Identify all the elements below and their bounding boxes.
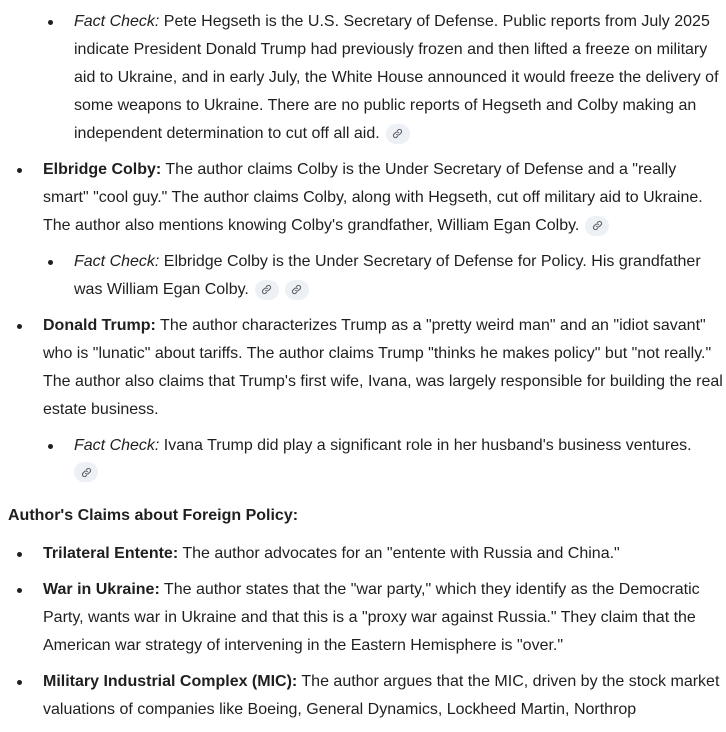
- fact-check-item: [43, 248, 726, 304]
- fact-check-text: Ivana Trump did play a significant role in her husband's business ventures.: [159, 437, 692, 454]
- claim-term: Military Industrial Complex (MIC):: [43, 673, 298, 690]
- claim-item: [0, 540, 726, 568]
- person-text: The author claims Colby is the Under Secretary of Defense and a "really smart" "cool guy." The author claims Colby, along with Hegseth, cut off military aid to Ukraine. The author also mentions knowing Colby's grandfather, William Egan Colby.: [43, 161, 703, 234]
- claim-item: [0, 668, 726, 724]
- fact-check-label: Fact Check:: [74, 437, 160, 454]
- fact-check-text: Pete Hegseth is the U.S. Secretary of Defense. Public reports from July 2025 indicate President Donald Trump had previously frozen and then lifted a freeze on military aid to Ukraine, and in early July, the White House announced it would freeze the delivery of some weapons to Ukraine. There are no public reports of Hegseth and Colby making an independent determination to cut off all aid.: [74, 13, 719, 142]
- fact-check-list: [43, 432, 726, 482]
- source-link-chip[interactable]: [74, 462, 98, 482]
- source-link-chip[interactable]: [386, 124, 410, 144]
- source-link-chip[interactable]: [255, 280, 279, 300]
- people-list: [0, 156, 726, 482]
- person-term: Elbridge Colby:: [43, 161, 162, 178]
- fact-check-text: Elbridge Colby is the Under Secretary of Defense for Policy. His grandfather was William Egan Colby.: [74, 253, 701, 298]
- foreign-policy-list: [0, 540, 726, 724]
- claim-text: The author advocates for an "entente with Russia and China.": [178, 545, 620, 562]
- fact-check-item: [43, 432, 726, 482]
- section-heading: Author's Claims about Foreign Policy:: [8, 507, 299, 524]
- fact-check-item: [43, 8, 726, 148]
- fact-check-label: Fact Check:: [74, 13, 160, 30]
- source-link-chip[interactable]: [285, 280, 309, 300]
- fact-check-label: Fact Check:: [74, 253, 160, 270]
- claim-text: The author argues that the MIC, driven by the stock market valuations of companies like Boeing, General Dynamics, Lockheed Martin, Northrop: [43, 673, 720, 718]
- person-item-colby: [0, 156, 726, 304]
- claim-term: Trilateral Entente:: [43, 545, 179, 562]
- fact-check-list: [43, 248, 726, 304]
- claim-item: [0, 576, 726, 660]
- claim-text: The author states that the "war party," which they identify as the Democratic Party, wants war in Ukraine and that this is a "proxy war against Russia." They claim that the American war strategy of intervening in the Eastern Hemisphere is "over.": [43, 581, 700, 654]
- link-icon: [592, 220, 603, 231]
- link-icon: [392, 128, 403, 139]
- person-text: The author characterizes Trump as a "pretty weird man" and an "idiot savant" who is "lunatic" about tariffs. The author claims Trump "thinks he makes policy" but "not really." The author also claims that Trump's first wife, Ivana, was largely responsible for building the real estate business.: [43, 317, 723, 418]
- person-item-trump: [0, 312, 726, 482]
- fact-check-list: [0, 8, 726, 148]
- link-icon: [261, 284, 272, 295]
- claim-term: War in Ukraine:: [43, 581, 160, 598]
- link-icon: [81, 467, 92, 478]
- response-content: [0, 8, 726, 732]
- person-term: Donald Trump:: [43, 317, 156, 334]
- link-icon: [291, 284, 302, 295]
- source-link-chip[interactable]: [585, 216, 609, 236]
